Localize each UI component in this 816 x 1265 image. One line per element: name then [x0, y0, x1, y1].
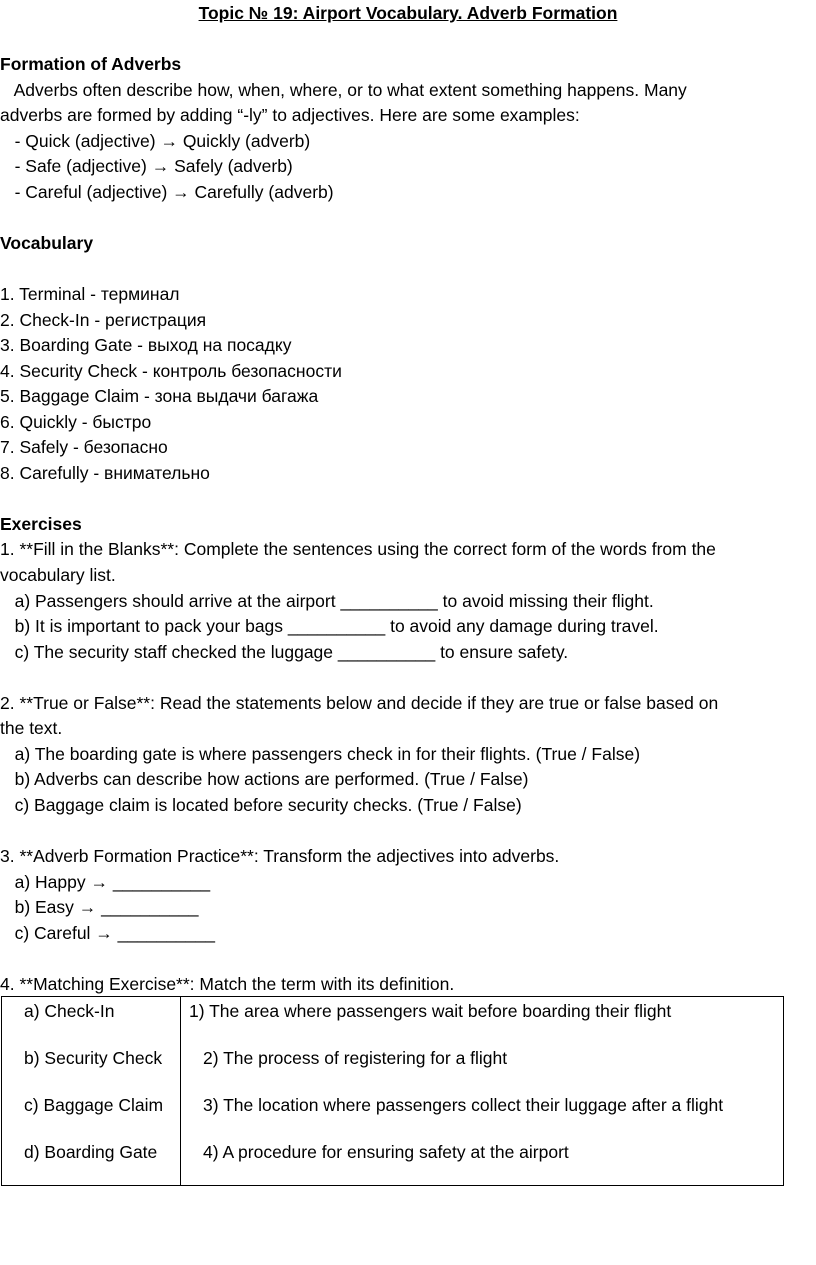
vocabulary-item: 6. Quickly - быстро: [0, 412, 152, 432]
exercise-1-instruction: 1. **Fill in the Blanks**: Complete the sentences using the correct form of the words from the: [0, 539, 716, 559]
exercise-4-instruction: 4. **Matching Exercise**: Match the term with its definition.: [0, 974, 455, 994]
vocabulary-item: 5. Baggage Claim - зона выдачи багажа: [0, 386, 319, 406]
vocabulary-item: 7. Safely - безопасно: [0, 437, 168, 457]
matching-definition: 1) The area where passengers wait before boarding their flight: [189, 1001, 672, 1021]
matching-term: b) Security Check: [24, 1048, 163, 1068]
exercise-2-instruction: 2. **True or False**: Read the statements below and decide if they are true or false based on: [0, 693, 719, 713]
matching-definition: 3) The location where passengers collect their luggage after a flight: [203, 1095, 724, 1115]
formation-heading: Formation of Adverbs: [0, 54, 182, 74]
exercises-heading: Exercises: [0, 514, 82, 534]
vocabulary-item: 1. Terminal - терминал: [0, 284, 180, 304]
exercise-1-item: b) It is important to pack your bags __________ to avoid any damage during travel.: [0, 616, 659, 636]
definitions-column: [181, 997, 784, 1186]
matching-term: d) Boarding Gate: [24, 1142, 158, 1162]
matching-definition: 4) A procedure for ensuring safety at the airport: [203, 1142, 569, 1162]
exercise-1-instruction: vocabulary list.: [0, 565, 116, 585]
vocabulary-item: 3. Boarding Gate - выход на посадку: [0, 335, 292, 355]
exercise-1-item: a) Passengers should arrive at the airport __________ to avoid missing their flight.: [0, 591, 654, 611]
exercise-2-item: c) Baggage claim is located before security checks. (True / False): [0, 795, 522, 815]
exercise-2-item: b) Adverbs can describe how actions are performed. (True / False): [0, 769, 529, 789]
vocabulary-item: 4. Security Check - контроль безопасности: [0, 361, 342, 381]
formation-example: - Safe (adjective) → Safely (adverb): [0, 156, 293, 176]
matching-term: a) Check-In: [24, 1001, 115, 1021]
vocabulary-item: 8. Carefully - внимательно: [0, 463, 210, 483]
terms-column: [2, 997, 181, 1186]
exercise-3-item: a) Happy → __________: [0, 872, 211, 892]
exercise-2-item: a) The boarding gate is where passengers check in for their flights. (True / False): [0, 744, 641, 764]
exercise-2-instruction: the text.: [0, 718, 63, 738]
exercise-3-instruction: 3. **Adverb Formation Practice**: Transform the adjectives into adverbs.: [0, 846, 560, 866]
exercise-1-item: c) The security staff checked the luggage __________ to ensure safety.: [0, 642, 569, 662]
matching-term: c) Baggage Claim: [24, 1095, 164, 1115]
matching-table: [1, 996, 784, 1186]
formation-example: - Quick (adjective) → Quickly (adverb): [0, 131, 311, 151]
matching-definition: 2) The process of registering for a flight: [203, 1048, 508, 1068]
vocabulary-item: 2. Check-In - регистрация: [0, 310, 207, 330]
formation-paragraph-line: adverbs are formed by adding “-ly” to adjectives. Here are some examples:: [0, 105, 580, 125]
formation-example: - Careful (adjective) → Carefully (adverb): [0, 182, 334, 202]
exercise-3-item: c) Careful → __________: [0, 923, 215, 943]
formation-paragraph-line: Adverbs often describe how, when, where, or to what extent something happens. Many: [0, 80, 687, 100]
page-title: Topic № 19: Airport Vocabulary. Adverb Formation: [198, 3, 618, 23]
vocabulary-heading: Vocabulary: [0, 233, 94, 253]
exercise-3-item: b) Easy → __________: [0, 897, 199, 917]
